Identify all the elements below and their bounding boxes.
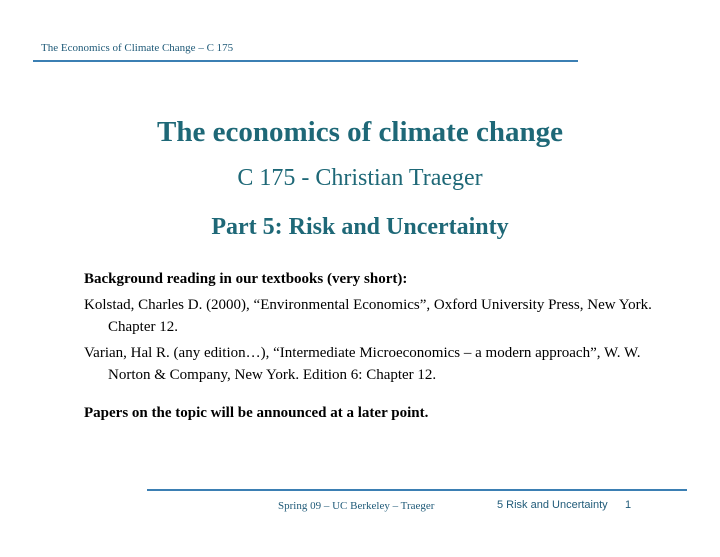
background-heading: Background reading in our textbooks (very short): bbox=[84, 271, 408, 287]
slide-body bbox=[84, 268, 674, 424]
slide-title: The economics of climate change bbox=[157, 116, 563, 148]
footer-divider bbox=[147, 489, 687, 491]
reference-item: Varian, Hal R. (any edition…), “Intermediate Microeconomics – a modern approach”, W. W. Norton & Company, New York. Edition 6: Chapter 12. bbox=[84, 345, 641, 383]
footer-course-info: Spring 09 – UC Berkeley – Traeger bbox=[278, 500, 435, 512]
part-title: Part 5: Risk and Uncertainty bbox=[211, 214, 509, 240]
header-divider bbox=[33, 60, 578, 62]
reference-item: Kolstad, Charles D. (2000), “Environmental Economics”, Oxford University Press, New York. Chapter 12. bbox=[84, 297, 652, 335]
page-number: 1 bbox=[625, 499, 632, 511]
slide-header: The Economics of Climate Change – C 175 bbox=[41, 42, 234, 54]
slide-subtitle: C 175 - Christian Traeger bbox=[237, 165, 483, 191]
footer-section-title: 5 Risk and Uncertainty bbox=[497, 499, 608, 511]
papers-note: Papers on the topic will be announced at a later point. bbox=[84, 405, 429, 421]
